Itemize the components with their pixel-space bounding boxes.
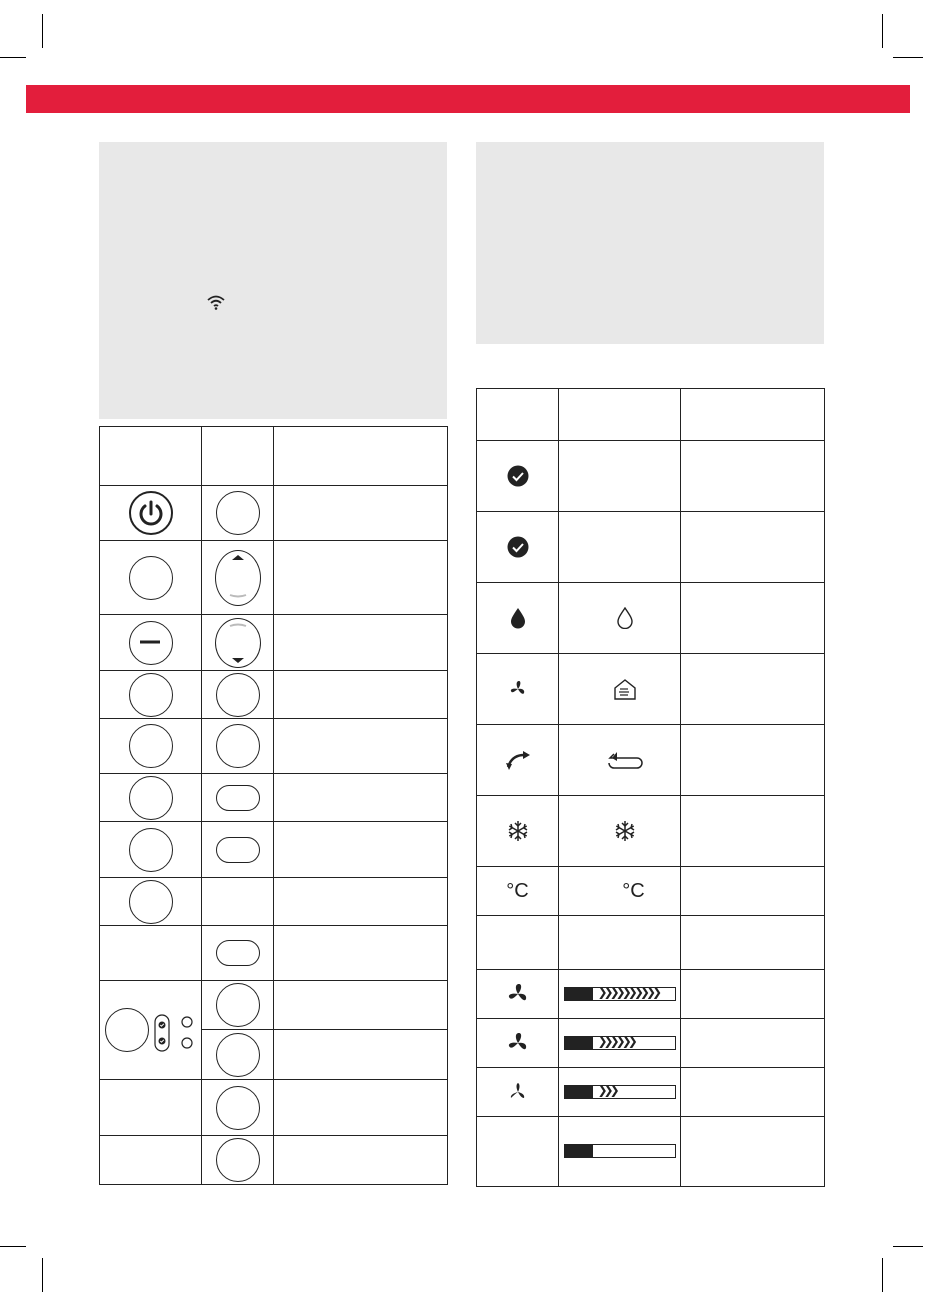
left-info-box [99,142,447,419]
plus-button[interactable] [129,556,173,600]
left-button-table [99,426,448,1185]
fan-speed-bar-high: ❯❯❯❯❯❯❯❯❯❯ [564,987,676,1001]
loop-icon [605,749,645,771]
right-indicator-table [476,388,825,1187]
table-row [477,725,825,796]
unit-button[interactable] [216,1033,260,1077]
fan-speed-bar-medium: ❯❯❯❯❯❯ [564,1036,676,1050]
crop-mark [882,1258,883,1292]
crop-mark [42,1258,43,1292]
table-row [100,774,448,822]
unit-button[interactable] [216,491,260,535]
table-header-row [100,427,448,486]
minus-icon [130,622,170,662]
fan-icon [508,679,528,699]
unit-button[interactable] [216,983,260,1027]
header-band [26,85,910,113]
table-row [477,583,825,654]
snowflake-icon [506,819,530,843]
down-button[interactable] [215,618,261,668]
up-button[interactable] [215,550,261,606]
crop-mark [893,1246,923,1247]
table-header-row [477,389,825,441]
mode-button[interactable] [105,1008,149,1052]
fan-speed-bar-low: ❯❯❯ [564,1085,676,1099]
table-row [100,671,448,719]
crop-mark [0,1246,26,1247]
crop-mark [42,14,43,48]
remote-button[interactable] [129,880,173,924]
table-row [477,796,825,867]
right-info-box [476,142,824,344]
remote-button[interactable] [129,828,173,872]
unit-button[interactable] [216,1138,260,1182]
celsius-icon: °C [506,879,529,902]
crop-mark [893,57,923,58]
mode-indicator-group [154,1013,196,1053]
table-row [100,878,448,926]
table-row [477,916,825,970]
table-row [100,486,448,541]
table-row [477,970,825,1019]
table-row [100,719,448,774]
table-row [100,1080,448,1136]
remote-button[interactable] [129,776,173,820]
arrow-up-icon [216,551,260,605]
house-fan-icon [612,677,638,701]
wifi-icon [206,294,226,310]
table-row [477,512,825,583]
unit-button[interactable] [216,673,260,717]
unit-button[interactable] [216,724,260,768]
table-row [100,541,448,615]
fan-medium-icon [506,1031,530,1055]
unit-button[interactable] [216,1086,260,1130]
celsius-icon: °C [622,879,645,902]
snowflake-icon [613,819,637,843]
timer-icon [506,464,530,488]
power-button[interactable] [129,491,173,535]
crop-mark [0,57,26,58]
table-row [100,615,448,671]
table-row [100,926,448,981]
table-row [477,1068,825,1117]
table-row [100,981,448,1030]
fan-high-icon [506,982,530,1006]
drop-filled-icon [509,607,527,629]
unit-pill-button[interactable] [216,785,260,811]
table-row [477,867,825,916]
table-row [477,1019,825,1068]
table-row [477,441,825,512]
drop-outline-icon [616,607,634,629]
unit-pill-button[interactable] [216,837,260,863]
swing-icon [504,749,532,771]
minus-button[interactable] [129,621,173,665]
arrow-down-icon [216,619,260,667]
unit-pill-button[interactable] [216,940,260,966]
table-row [100,1136,448,1185]
table-row [100,822,448,878]
remote-button[interactable] [129,724,173,768]
table-row [477,654,825,725]
fan-low-icon [506,1080,530,1104]
table-row [477,1117,825,1187]
crop-mark [882,14,883,48]
power-icon [131,493,171,533]
timer-icon [506,535,530,559]
fan-speed-bar-off [564,1144,676,1158]
remote-button[interactable] [129,673,173,717]
